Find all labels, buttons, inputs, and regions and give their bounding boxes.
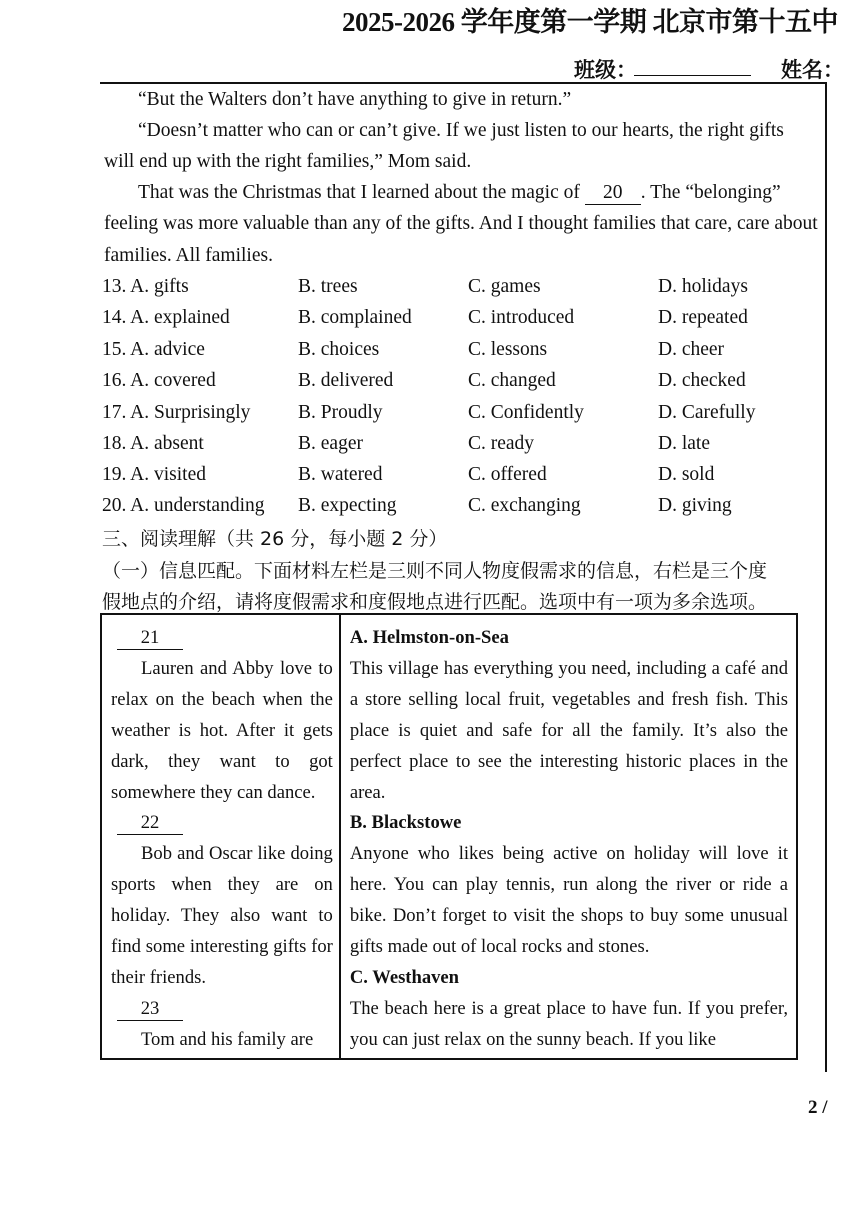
name-label: 姓名： <box>781 58 844 82</box>
option-13-c: C. games <box>468 276 541 297</box>
option-20-b: B. expecting <box>298 495 397 516</box>
option-16-a: 16. A. covered <box>102 370 216 391</box>
option-15-a: 15. A. advice <box>102 339 205 360</box>
option-13-b: B. trees <box>298 276 358 297</box>
needs-column <box>101 614 340 1059</box>
option-20-d: D. giving <box>658 495 732 516</box>
passage-line-4 <box>138 177 781 208</box>
place-a-title: A. Helmston-on-Sea <box>349 627 509 648</box>
question-23-text: Tom and his family are <box>141 1028 314 1050</box>
option-13-a: 13. A. gifts <box>102 276 189 297</box>
passage-line-3: will end up with the right families,” Mom said. <box>104 151 472 172</box>
option-19-d: D. sold <box>658 464 715 485</box>
option-18-c: C. ready <box>468 433 535 454</box>
place-c-text: The beach here is a great place to have fun. If you prefer, you can just relax on the sunny beach. If you like <box>349 997 788 1050</box>
place-c-title: C. Westhaven <box>349 966 460 988</box>
option-15-b: B. choices <box>298 339 380 360</box>
option-15-d: D. cheer <box>658 339 725 360</box>
section-instructions-2: 假地点的介绍，请将度假需求和度假地点进行匹配。选项中有一项为多余选项。 <box>102 591 768 613</box>
passage-line-1: “But the Walters don’t have anything to give in return.” <box>138 89 572 110</box>
places-column <box>340 614 797 1059</box>
option-13-d: D. holidays <box>658 276 748 297</box>
place-b-title: B. Blackstowe <box>349 812 462 834</box>
option-18-b: B. eager <box>298 433 363 454</box>
passage-line-5: feeling was more valuable than any of the gifts. And I thought families that care, care about <box>104 213 818 234</box>
option-17-c: C. Confidently <box>468 402 584 423</box>
class-label: 班级： <box>574 58 637 82</box>
option-19-b: B. watered <box>298 464 383 485</box>
matching-table <box>100 613 798 1060</box>
passage-line-6: families. All families. <box>104 245 273 266</box>
option-16-b: B. delivered <box>298 370 394 391</box>
section-heading: 三、阅读理解（共 26 分，每小题 2 分） <box>102 528 448 550</box>
place-b-text: Anyone who likes being active on holiday will love it here. You can play tennis, run along the river or ride a bike. Don’t forget to visit the shops to buy some unusual gifts made out of local rocks and stones. <box>349 843 788 958</box>
option-15-c: C. lessons <box>468 339 548 360</box>
class-blank-line <box>634 75 751 76</box>
option-14-c: C. introduced <box>468 307 575 328</box>
option-14-a: 14. A. explained <box>102 307 230 328</box>
option-17-d: D. Carefully <box>658 402 756 423</box>
section-instructions-1: （一）信息匹配。下面材料左栏是三则不同人物度假需求的信息，右栏是三个度 <box>102 560 768 582</box>
place-a-text: This village has everything you need, including a café and a store selling local fruit, vegetables and fresh fish. This place is quiet and safe for all the family. It’s also the perfect place to see the interesting historic places in the area. <box>349 657 788 803</box>
option-18-a: 18. A. absent <box>102 433 204 454</box>
passage-line-4-text: That was the Christmas that I learned about the magic of <box>138 182 585 203</box>
right-margin-line <box>825 82 827 1072</box>
option-19-c: C. offered <box>468 464 547 485</box>
question-21-text: Lauren and Abby love to relax on the beach when the weather is hot. After it gets dark, they want to got somewhere they can dance. <box>111 657 333 803</box>
option-17-a: 17. A. Surprisingly <box>102 402 251 423</box>
option-20-c: C. exchanging <box>468 495 581 516</box>
page-title: 2025-2026 学年度第一学期 北京市第十五中 <box>342 7 838 37</box>
question-23-number: 23 <box>117 998 183 1021</box>
blank-20: 20 <box>585 182 641 205</box>
option-19-a: 19. A. visited <box>102 464 207 485</box>
option-16-c: C. changed <box>468 370 556 391</box>
page-number: 2 / <box>808 1097 828 1118</box>
question-22-text: Bob and Oscar like doing sports when they are on holiday. They also want to find some interesting gifts for their friends. <box>111 843 333 988</box>
option-17-b: B. Proudly <box>298 402 383 423</box>
option-14-d: D. repeated <box>658 307 748 328</box>
option-14-b: B. complained <box>298 307 412 328</box>
option-18-d: D. late <box>658 433 710 454</box>
passage-line-4-end: . The “belonging” <box>640 182 781 203</box>
passage-line-2: “Doesn’t matter who can or can’t give. If we just listen to our hearts, the right gifts <box>138 120 784 141</box>
question-21-number: 21 <box>117 627 183 650</box>
option-16-d: D. checked <box>658 370 746 391</box>
option-20-a: 20. A. understanding <box>102 495 265 516</box>
question-22-number: 22 <box>117 812 183 835</box>
